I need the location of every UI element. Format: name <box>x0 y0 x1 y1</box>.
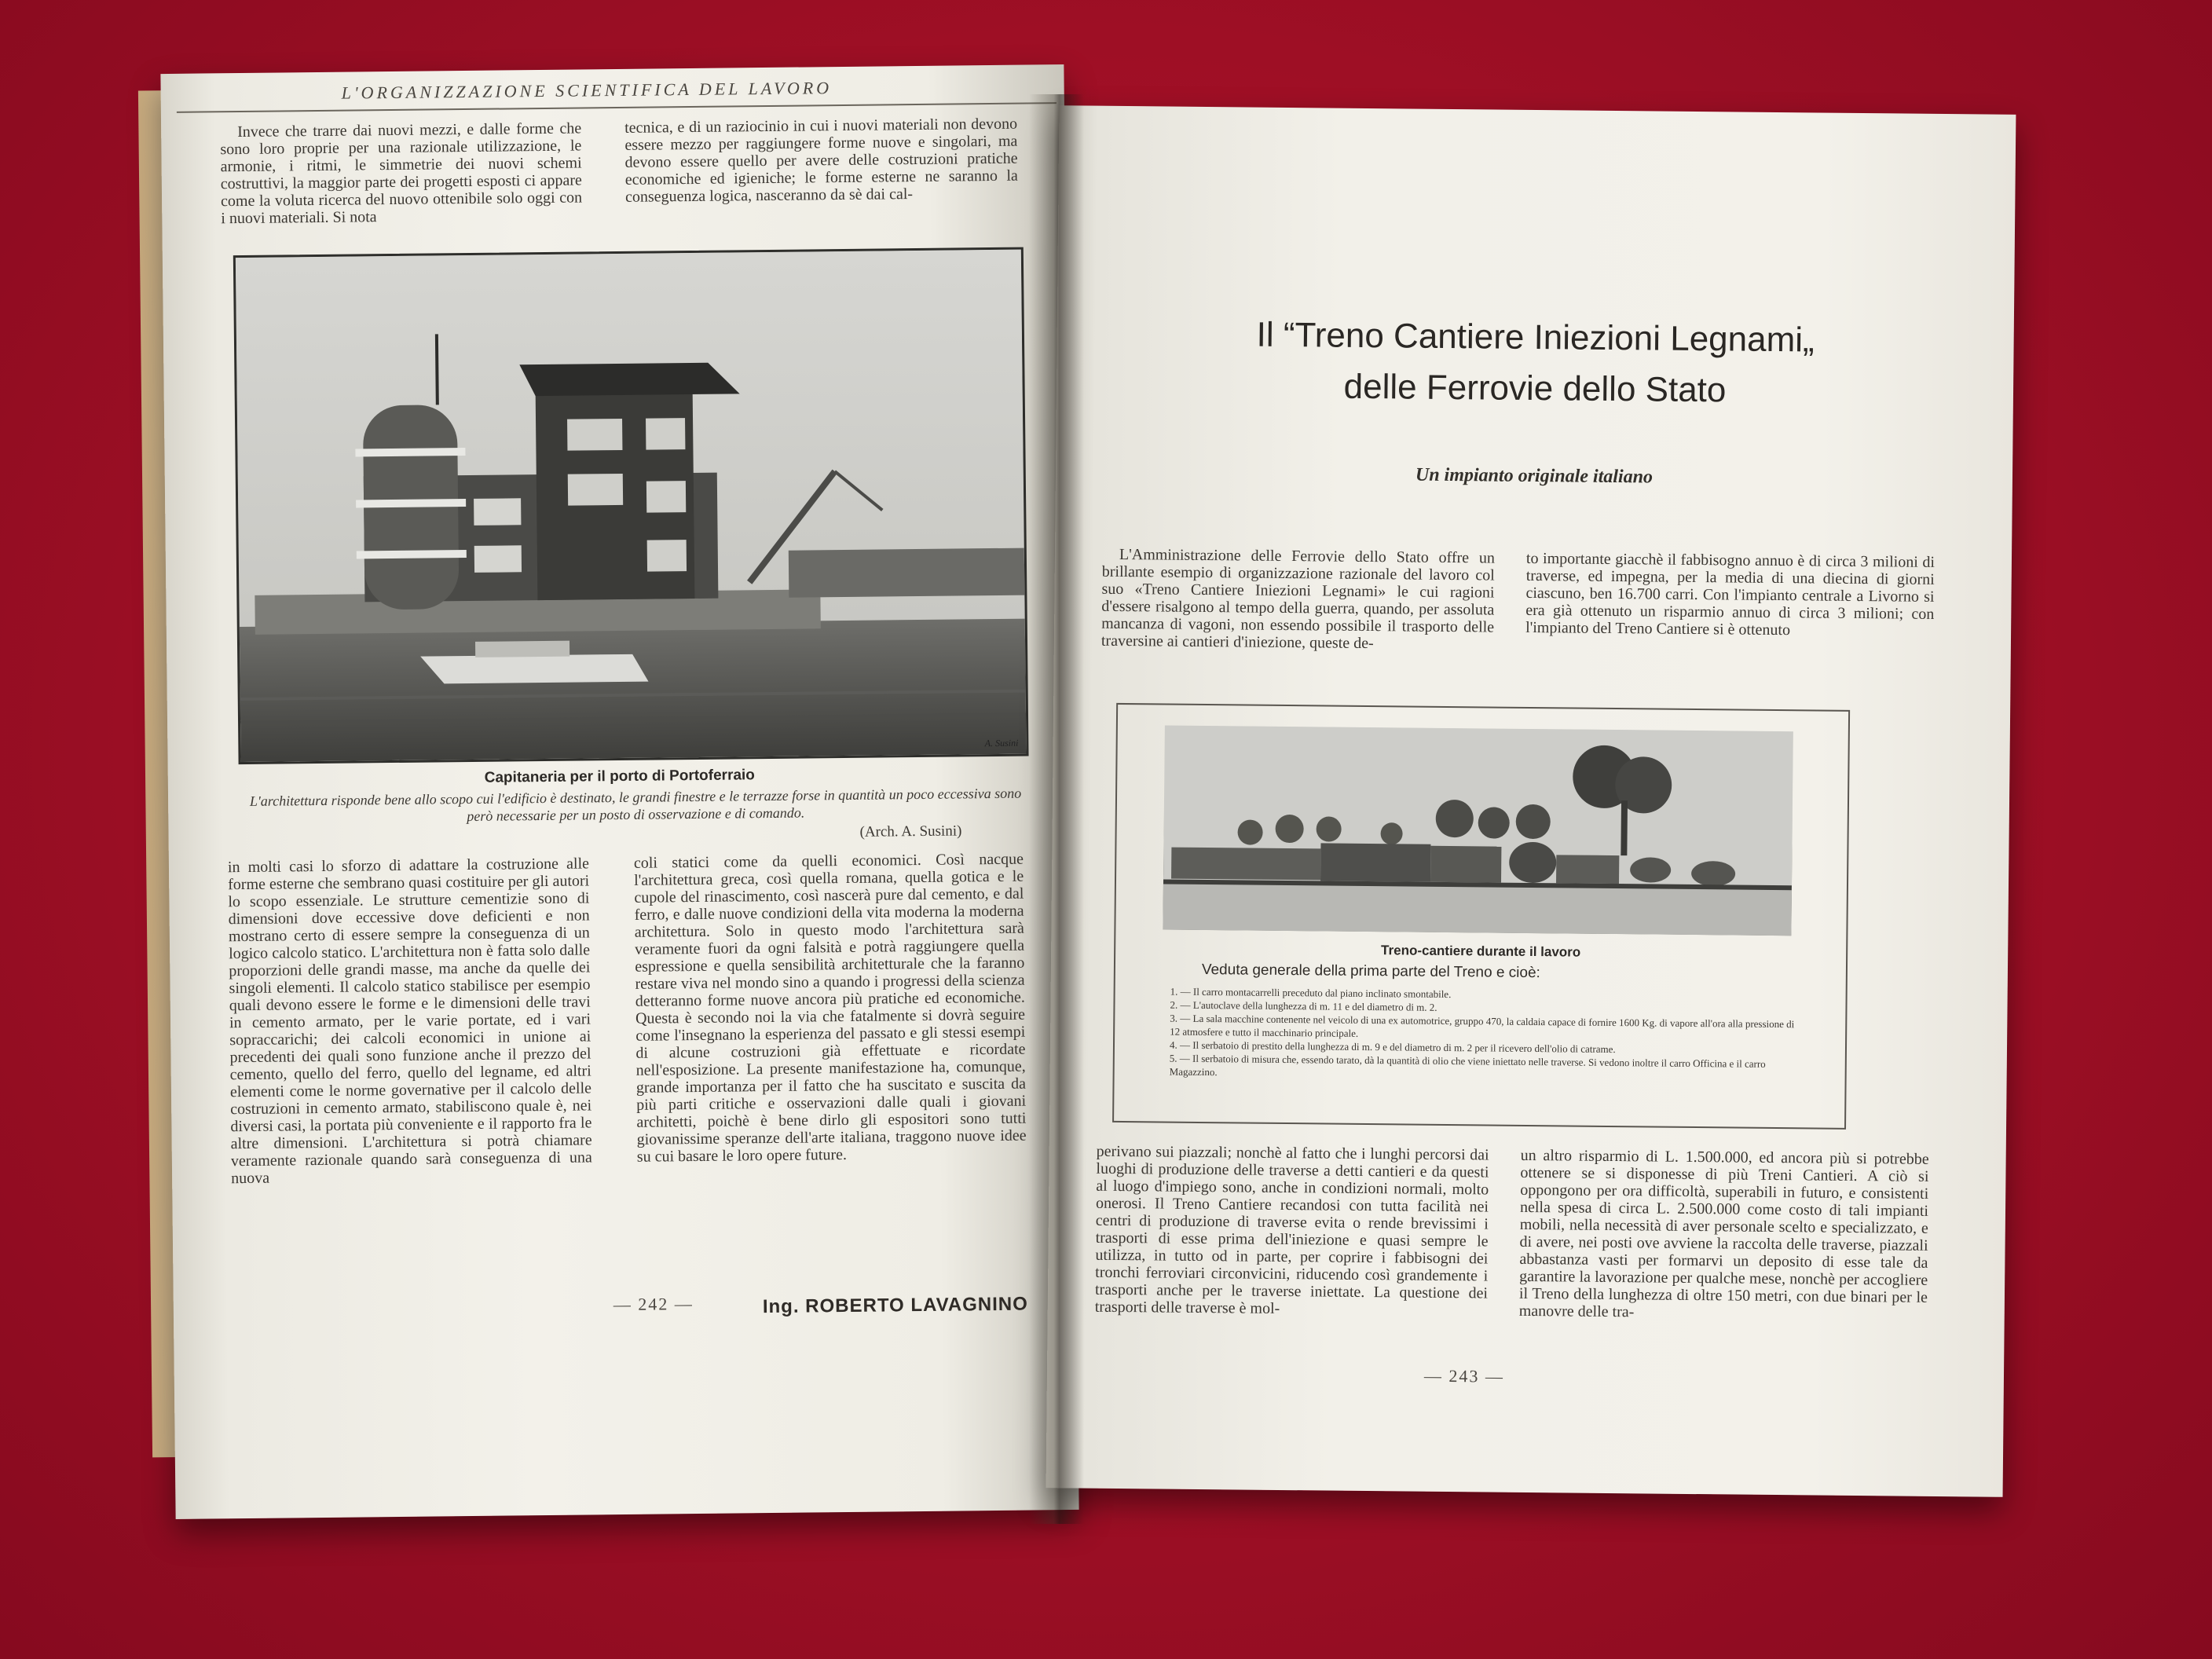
paragraph: perivano sui piazzali; nonchè al fatto che i lunghi percorsi dai luoghi di produzione delle traverse a detti cantieri e da questi al luogo d'impiego sono, anche in condizioni normali, molto onerosi. Il Treno Cantiere recandosi con tutta facilità nei centri di produzione di traverse evita o rende brevissimi i trasporti di esse prima dell'iniezione e quasi sempre le utilizza, in tutto od in parte, per coprire i fabbisogni dei tronchi ferroviari circonvicini, riducendo così grandemente i trasporti anche per le traverse iniettate. La questione dei trasporti delle traverse è mol- <box>1094 1142 1489 1317</box>
harbour-building-illustration <box>236 250 1027 762</box>
legend-item: 2. — L'autoclave della lunghezza di m. 11 e del diametro di m. 2. <box>1170 998 1437 1013</box>
bottom-column-2 <box>1518 1147 1929 1363</box>
paragraph: in molti casi lo sforzo di adattare la costruzione alle forme esterne che sembrano quasi costituire per gli autori lo scopo essenziale. Le strutture cementizie sono di dimensioni dove eccessive dove deficienti e non mostrano certo di essere sempre la conseguenza di un logico calcolo statico. L'architettura non è fatta solo dalle proporzioni delle grandi masse, ma anche da quelle dei singoli elementi. Il calcolo statico stabilisce per esempio quali devono essere le forme e le dimensioni delle travi in cemento armato, per le varie portate, ed i vari sopraccarichi; dei calcoli economici in unione ai precedenti dei quali sono funzione anche il prezzo del cemento, quello del ferro, quello del legname, ed altri elementi come le norme governative per il calcolo delle costruzioni in cemento armato, stabiliscono quale è, nei diversi casi, la portata più conveniente e il rapporto fra le altre dimensioni. L'architettura si potrà chiamare veramente razionale quando sarà conseguenza di una nuova <box>227 855 592 1188</box>
running-head: L'ORGANIZZAZIONE SCIENTIFICA DEL LAVORO <box>341 78 833 103</box>
author-signature: Ing. ROBERTO LAVAGNINO <box>762 1293 1028 1318</box>
book-spine-shadow <box>1029 94 1084 1524</box>
right-page <box>1046 105 2016 1497</box>
paragraph: to importante giacchè il fabbisogno annuo è di circa 3 milioni di traverse, ed impegna, per la media di una diecina di giorni ciascuno, ben 16.700 carri. Con l'impianto centrale a Livorno si era già ottenuto un risparmio annuo di circa 3 milioni; con l'impianto del Treno Cantiere si è ottenuto <box>1525 549 1936 639</box>
paragraph: coli statici come da quelli economici. Così nacque l'architettura greca, così quella romana, quella gotica e le cupole del rinascimento, così nascerà pure dal cemento, e dal ferro, e dalle nuove condizioni della vita moderna la moderna architettura. Solo in questo modo l'architettura sarà veramente fuori da ogni falsità e potrà raggiungere quella espressione e quella sensibilità architetturale che la faranno restare viva nel mondo sino a quando i progressi della scienza detteranno forme nuove ancora più pratiche ed economiche. Questa è secondo noi la via che fatalmente si dovrà seguire come l'insegnano la esperienza del passato e gli stessi esempi di alcune costruzioni già effettuate e ricordate nell'esposizione. La presente manifestazione ha, comunque, grande importanza per il fatto che ha suscitato e suscita da più parti critiche e osservazioni dalle quali i giovani architetti, poichè è bene dirlo gli espositori sono tutti giovanissime speranze dell'arte italiana, traggono nuove idee su cui basare le loro opere future. <box>633 850 1027 1166</box>
top-column-2 <box>624 115 1019 237</box>
left-page <box>160 64 1079 1519</box>
legend-item: 3. — La sala macchine contenente nel veicolo di una ex automotrice, gruppo 470, la caldaia capace di fornire 1600 Kg. di vapore all'ora alla pressione di 12 atmosfere e tutto il macchinario principale. <box>1170 1012 1795 1039</box>
paragraph: Invece che trarre dai nuovi mezzi, e dalle forme che sono loro proprie per una razionale utilizzazione, le armonie, i ritmi, le simmetrie dei nuovi schemi costruttivi, la maggior parte dei progetti esposti ci appare come la voluta ricerca del nuovo ottenibile solo oggi con i nuovi materiali. Si nota <box>220 119 583 228</box>
photo-caption-credit: (Arch. A. Susini) <box>859 822 962 840</box>
page-number: — 243 — <box>1423 1365 1505 1386</box>
bottom-column-1 <box>1094 1143 1489 1359</box>
intro-column-1 <box>1101 546 1495 683</box>
figure-caption: Treno-cantiere durante il lavoro <box>1381 943 1581 960</box>
photo-caption-title: Capitaneria per il porto di Portoferraio <box>484 767 755 786</box>
train-photo <box>1163 726 1793 936</box>
page-number: — 242 — <box>613 1294 694 1315</box>
legend-item: 4. — Il serbatoio di prestito della lunghezza di m. 9 e del diametro di m. 2 per il ricevero dell'olio di catrame. <box>1169 1038 1616 1056</box>
figure-subcaption: Veduta generale della prima parte del Treno e cioè: <box>1201 961 1540 982</box>
train-figure-box <box>1112 703 1850 1130</box>
article-title-line2: delle Ferrovie dello Stato <box>1343 367 1727 410</box>
legend-item: 5. — Il serbatoio di misura che, essendo tarato, dà la quantità di olio che viene iniettato nelle traverse. Si vedono inoltre il carro Officina e il carro Magazzino. <box>1169 1052 1766 1079</box>
paragraph: tecnica, e di un raziocinio in cui i nuovi materiali non devono essere mezzo per raggiungere forme nuove e singolari, ma devono essere quello per avere delle costruzioni pratiche economiche ed igieniche; le forme esterne ne saranno la conseguenza logica, nasceranno da sè dai cal- <box>624 115 1018 206</box>
header-rule <box>177 102 1057 113</box>
paragraph: L'Amministrazione delle Ferrovie dello Stato offre un brillante esempio di organizzazione razionale del lavoro col suo «Treno Cantiere Iniezioni Legnami» le cui ragioni d'essere risalgono al tempo della guerra, quando, per assoluta mancanza di vagoni, non essendo possibile il trasporto delle traversine ai cantieri d'iniezione, queste de- <box>1101 545 1496 653</box>
building-photo <box>233 247 1029 764</box>
bottom-column-1 <box>228 855 594 1275</box>
figure-legend <box>1170 985 1807 1085</box>
paragraph: un altro risparmio di L. 1.500.000, ed ancora più si potrebbe ottenere se si disponesse di più Treni Cantieri. A ciò si oppongono per ora difficoltà, superabili in futuro, e consistenti nella spesa di circa L. 2.500.000 come costo di tali impianti mobili, nella necessità di aver personale scelto e specializzato, e di avere, nei posti ove avviene la raccolta delle traverse, piazzali abbastanza vasti per formarvi un deposito di esse tale da garantire la lavorazione per qualche mese, nonchè per accogliere il Treno della lunghezza di oltre 150 metri, con due binari per le manovre delle tra- <box>1518 1146 1929 1321</box>
legend-item: 1. — Il carro montacarrelli preceduto dal piano inclinato smontabile. <box>1170 985 1452 1001</box>
article-subtitle: Un impianto originale italiano <box>1415 464 1654 488</box>
intro-column-2 <box>1525 550 1935 687</box>
train-illustration <box>1163 726 1793 936</box>
article-title-line1: Il “Treno Cantiere Iniezioni Legnami„ <box>1256 315 1815 360</box>
photo-caption-text: L'architettura risponde bene allo scopo cui l'edificio è destinato, le grandi finestre e le terrazze forse in quantità un poco eccessiva sono però necessarie per un posto di osservazione e di comando. <box>249 785 1022 825</box>
bottom-column-2 <box>634 851 1028 1271</box>
top-column-1 <box>220 119 583 241</box>
photo-signature: A. Susini <box>984 737 1019 749</box>
